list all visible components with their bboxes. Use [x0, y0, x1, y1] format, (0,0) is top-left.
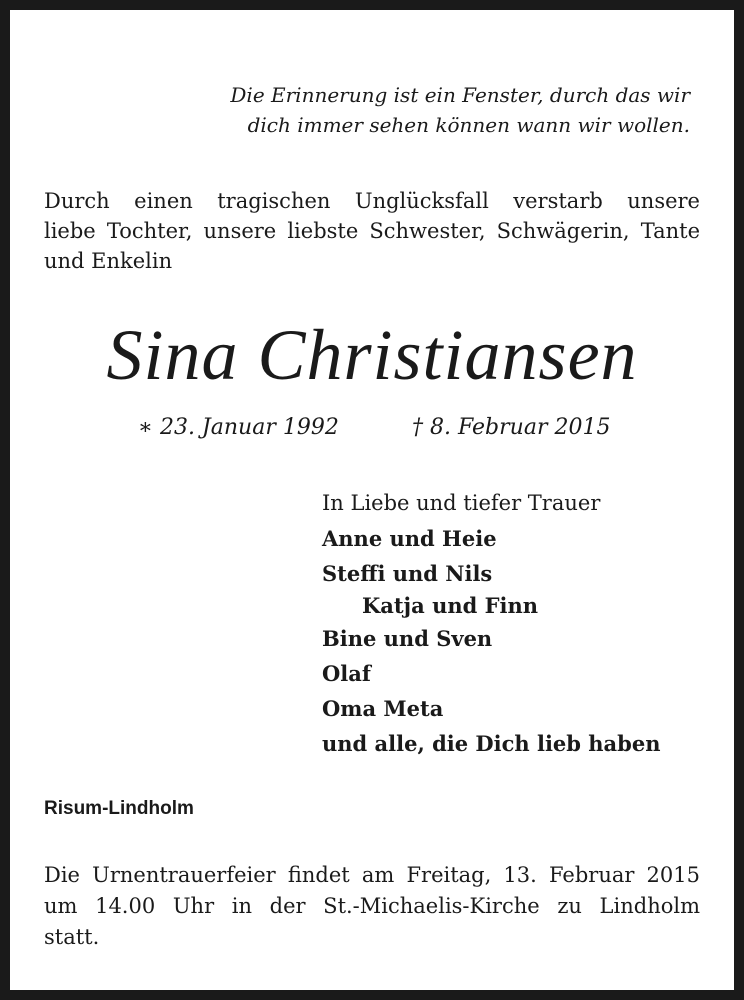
service-line: statt. — [44, 925, 100, 949]
mourner-name: Olaf — [322, 661, 371, 686]
deceased-name: Sina Christiansen — [106, 315, 638, 395]
intro-line: und Enkelin — [44, 249, 173, 273]
mourner-name: Katja und Finn — [362, 593, 539, 618]
mourner-name: und alle, die Dich lieb haben — [322, 731, 661, 756]
mourner-name: Anne und Heie — [322, 526, 497, 551]
mourner-name: Bine und Sven — [322, 626, 493, 651]
birth-date: ∗ 23. Januar 1992 — [138, 415, 339, 440]
mourner-name: Oma Meta — [322, 696, 444, 721]
service-line: um 14.00 Uhr in der St.-Michaelis-Kirche zu Lindholm — [44, 894, 700, 918]
intro-paragraph — [44, 186, 700, 276]
intro-line: Durch einen tragischen Unglücksfall verstarb unsere — [44, 189, 700, 213]
place-name: Risum-Lindholm — [44, 798, 194, 819]
mourners-lead: In Liebe und tiefer Trauer — [322, 491, 601, 515]
service-line: Die Urnentrauerfeier findet am Freitag, 13. Februar 2015 — [44, 863, 700, 887]
motto-line: dich immer sehen können wann wir wollen. — [247, 113, 690, 137]
mourner-name: Steffi und Nils — [322, 561, 493, 586]
intro-line: liebe Tochter, unsere liebste Schwester, Schwägerin, Tante — [44, 219, 700, 243]
service-paragraph — [44, 860, 700, 953]
mourners-list — [322, 486, 722, 761]
motto-line: Die Erinnerung ist ein Fenster, durch das wir — [230, 83, 690, 107]
death-date: † 8. Februar 2015 — [412, 415, 611, 440]
motto-quote — [170, 80, 690, 140]
